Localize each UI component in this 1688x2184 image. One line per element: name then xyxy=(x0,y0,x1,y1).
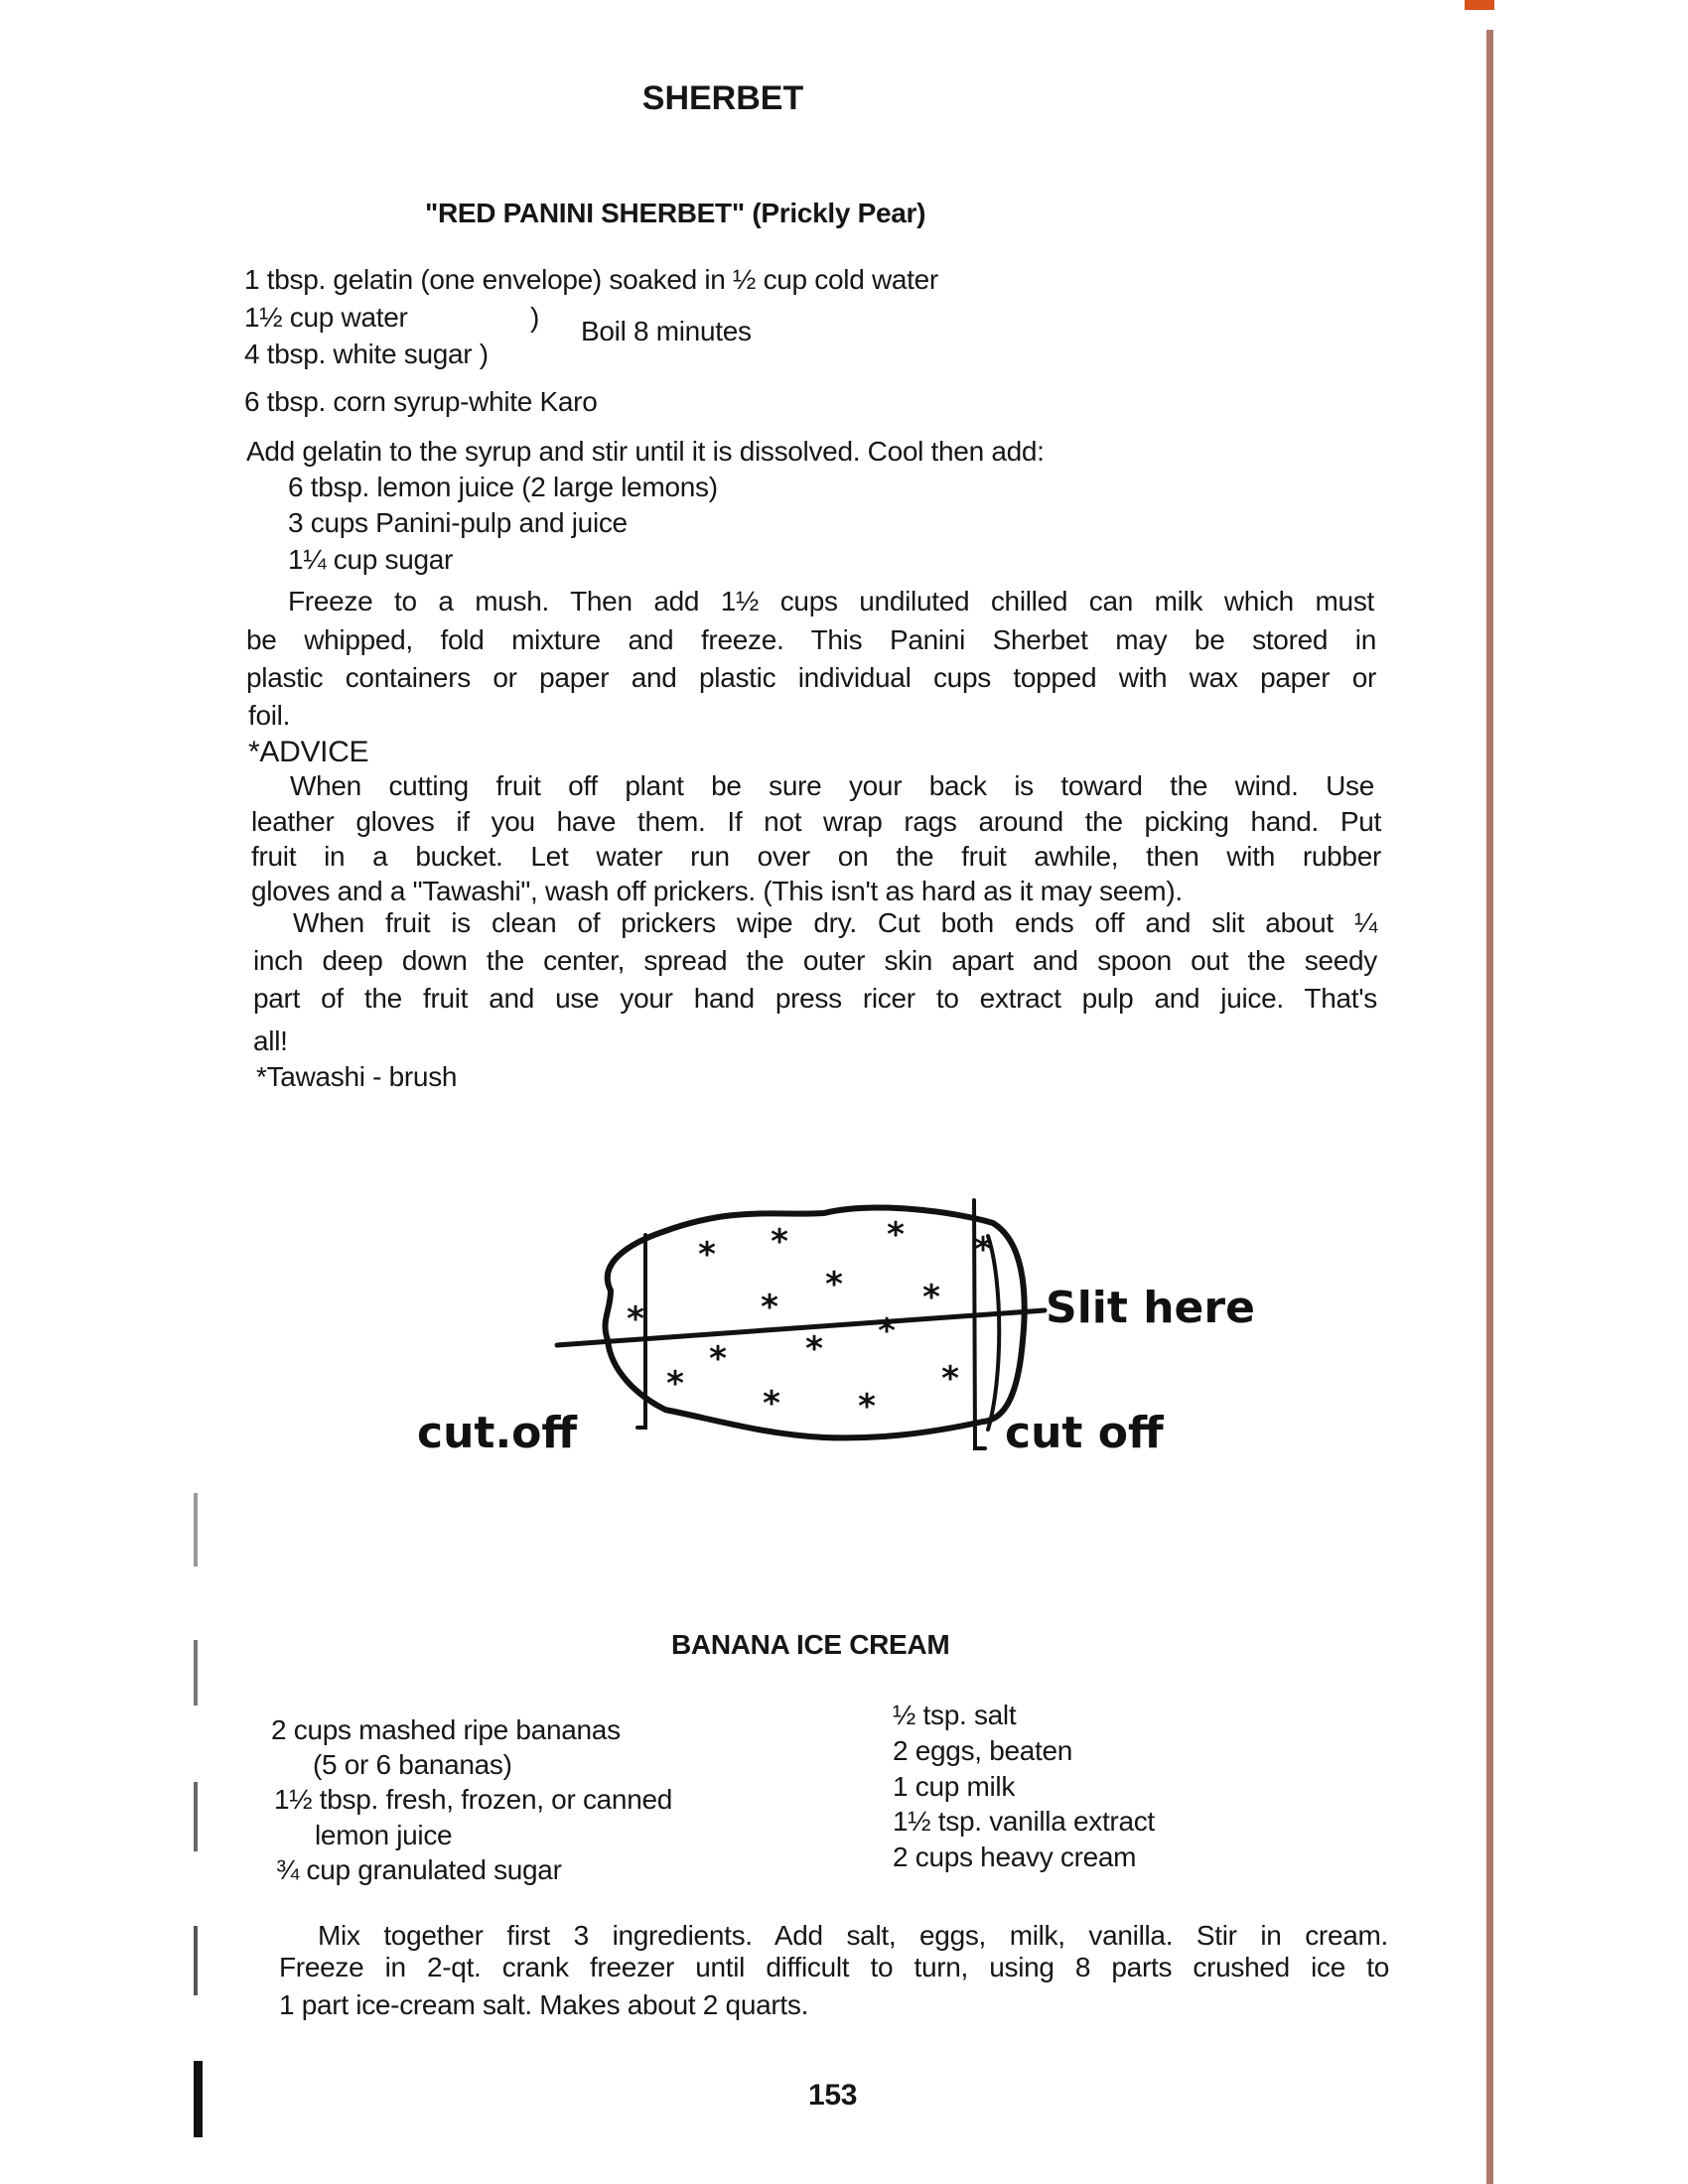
page-number: 153 xyxy=(808,2079,858,2112)
ingredient-line: 2 cups mashed ripe bananas xyxy=(271,1714,621,1745)
ingredient-line: 6 tbsp. corn syrup-white Karo xyxy=(244,386,598,417)
prickle-mark: * xyxy=(878,1311,896,1351)
ingredient-line: 1½ tbsp. fresh, frozen, or canned xyxy=(274,1784,673,1815)
prickle-mark: * xyxy=(887,1215,905,1255)
ingredient-line: 1 cup milk xyxy=(893,1771,1016,1802)
paragraph-line: leather gloves if you have them. If not wrap rags around the picking hand. Put xyxy=(251,806,1381,837)
prickle-mark: * xyxy=(761,1288,778,1327)
addition-line: 1¼ cup sugar xyxy=(288,544,454,575)
paragraph-line: foil. xyxy=(248,700,291,731)
prickle-mark: * xyxy=(805,1329,823,1369)
addition-line: 3 cups Panini-pulp and juice xyxy=(288,507,628,538)
ingredient-line: 4 tbsp. white sugar ) xyxy=(244,339,489,369)
paragraph-line: fruit in a bucket. Let water run over on the fruit awhile, then with rubber xyxy=(251,841,1381,872)
boil-note: Boil 8 minutes xyxy=(581,316,752,346)
paragraph-line: When cutting fruit off plant be sure your back is toward the wind. Use xyxy=(290,770,1374,801)
prickle-mark: * xyxy=(627,1299,644,1339)
paragraph-line: Mix together first 3 ingredients. Add salt, eggs, milk, vanilla. Stir in cream. xyxy=(318,1920,1388,1951)
prickle-mark: * xyxy=(698,1235,716,1275)
prickle-mark: * xyxy=(763,1384,780,1424)
ingredient-line: 1½ tsp. vanilla extract xyxy=(893,1806,1155,1837)
paragraph-line: Freeze to a mush. Then add 1½ cups undiluted chilled can milk which must xyxy=(288,586,1374,616)
ingredient-line: 2 cups heavy cream xyxy=(893,1842,1137,1872)
prickle-mark: * xyxy=(941,1359,959,1399)
footnote: *Tawashi - brush xyxy=(256,1061,458,1092)
ingredient-line: 2 eggs, beaten xyxy=(893,1735,1073,1766)
paragraph-line: plastic containers or paper and plastic individual cups topped with wax paper or xyxy=(246,662,1376,693)
recipe-title: "RED PANINI SHERBET" (Prickly Pear) xyxy=(425,198,926,228)
prickle-mark: * xyxy=(974,1230,992,1270)
prickle-mark: * xyxy=(825,1265,843,1304)
paragraph-line: all! xyxy=(253,1025,288,1056)
ingredient-line: lemon juice xyxy=(315,1820,453,1850)
label-cut-off-left: cut.off xyxy=(417,1408,578,1458)
section-title: SHERBET xyxy=(641,79,804,117)
ingredient-line: (5 or 6 bananas) xyxy=(313,1749,512,1780)
paragraph-line: When fruit is clean of prickers wipe dry. Cut both ends off and slit about ¼ xyxy=(293,907,1377,938)
paragraph-line: Freeze in 2-qt. crank freezer until difficult to turn, using 8 parts crushed ice to xyxy=(279,1952,1389,1982)
paragraph-line: inch deep down the center, spread the outer skin apart and spoon out the seedy xyxy=(253,945,1377,976)
paragraph-line: 1 part ice-cream salt. Makes about 2 quarts. xyxy=(279,1989,809,2020)
label-cut-off-right: cut off xyxy=(1005,1408,1164,1458)
advice-heading: *ADVICE xyxy=(248,736,369,768)
bracket: ) xyxy=(530,302,540,333)
paragraph-line: gloves and a "Tawashi", wash off prickers. (This isn't as hard as it may seem). xyxy=(251,876,1183,906)
ingredient-line: 1½ cup water xyxy=(244,302,408,333)
prickle-mark: * xyxy=(709,1339,727,1379)
prickle-mark: * xyxy=(922,1278,940,1317)
label-slit-here: Slit here xyxy=(1046,1283,1255,1333)
step-text: Add gelatin to the syrup and stir until it is dissolved. Cool then add: xyxy=(246,436,1045,467)
addition-line: 6 tbsp. lemon juice (2 large lemons) xyxy=(288,472,718,502)
prickle-mark: * xyxy=(858,1387,876,1427)
paragraph-line: be whipped, fold mixture and freeze. This Panini Sherbet may be stored in xyxy=(246,624,1376,655)
recipe-title: BANANA ICE CREAM xyxy=(671,1629,950,1660)
paragraph-line: part of the fruit and use your hand press ricer to extract pulp and juice. That's xyxy=(253,983,1377,1014)
prickle-mark: * xyxy=(771,1222,788,1262)
ingredient-line: ¾ cup granulated sugar xyxy=(276,1854,562,1885)
ingredient-line: 1 tbsp. gelatin (one envelope) soaked in ½ cup cold water xyxy=(244,264,938,295)
prickle-mark: * xyxy=(666,1364,684,1404)
ingredient-line: ½ tsp. salt xyxy=(893,1700,1017,1730)
